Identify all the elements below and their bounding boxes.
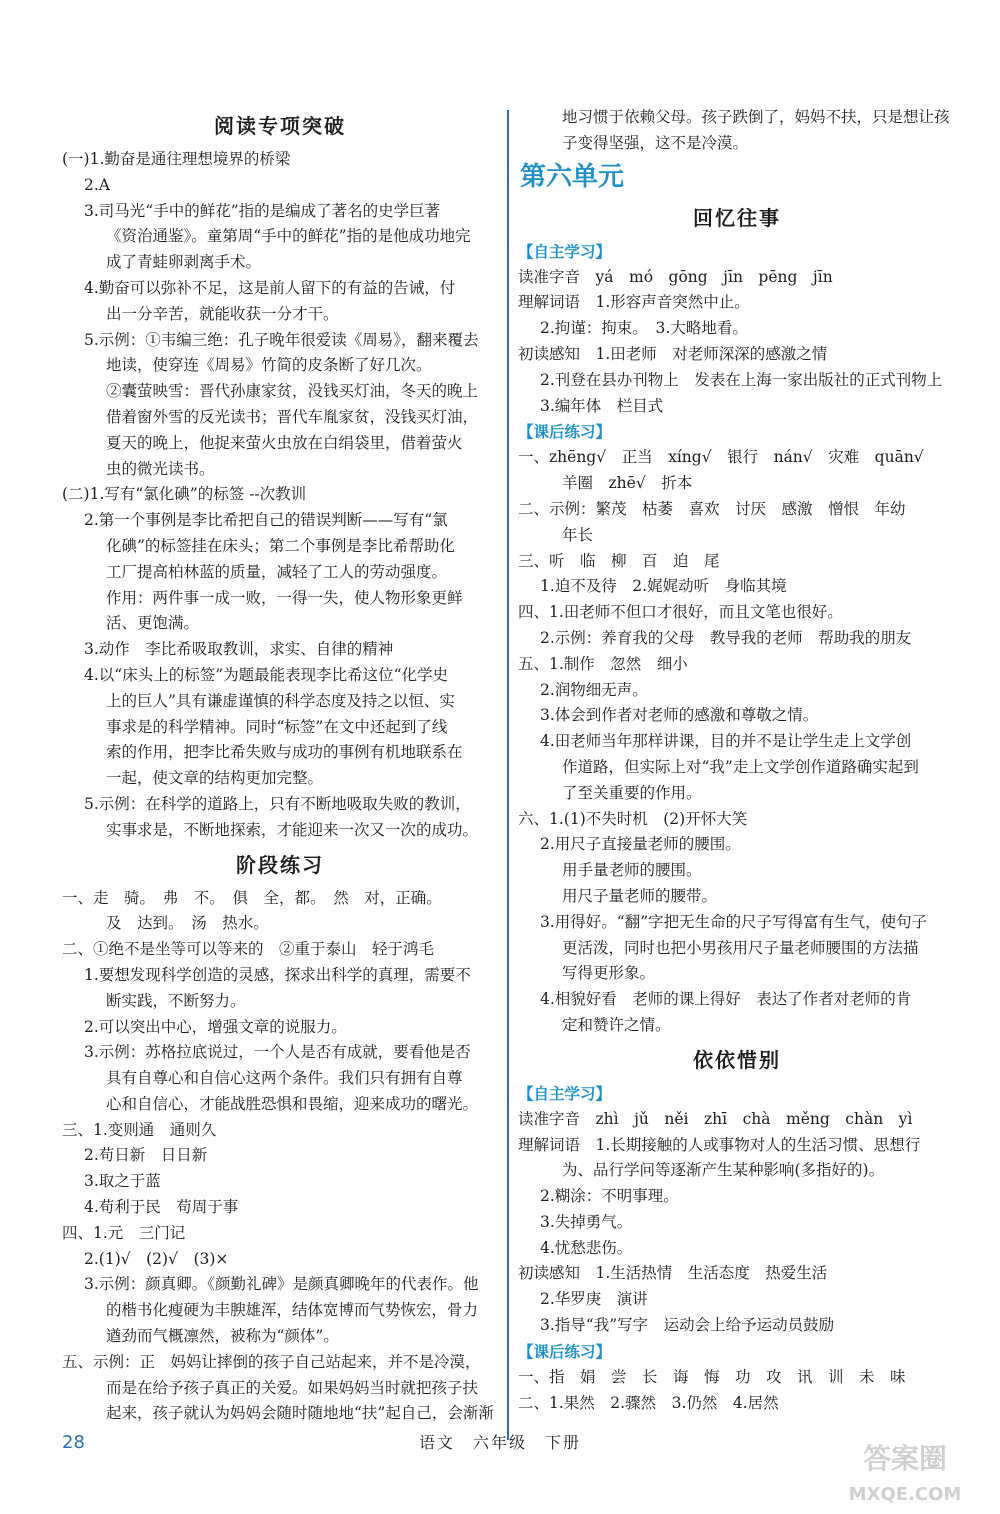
answer-line: 而是在给予孩子真正的关爱。如果妈妈当时就把孩子扶 — [106, 1378, 479, 1397]
answer-line: 为、品行学问等逐渐产生某种影响(多指好的)。 — [562, 1161, 885, 1180]
answer-line: 更活泼，同时也把小男孩用尺子量老师腰围的方法描 — [562, 938, 919, 957]
answer-line: 工厂提高柏林蓝的质量，减轻了工人的劳动强度。 — [106, 562, 448, 581]
lesson-title-farewell: 依依惜别 — [693, 1047, 781, 1072]
answer-line: 1.要想发现科学创造的灵感，探求出科学的真理，需要不 — [84, 965, 471, 984]
section-title-stage-practice: 阶段练习 — [236, 852, 324, 877]
continued-answer — [518, 105, 956, 157]
answer-line: 一、zhēng√ 正当 xíng√ 银行 nán√ 灾难 quān√ — [518, 448, 924, 467]
stage-practice-answers — [62, 886, 498, 1428]
answer-line: 2.拘谨：拘束。 3.大略地看。 — [540, 319, 748, 338]
after-class-label: 【课后练习】 — [518, 423, 612, 442]
answer-line: 2.刊登在县办刊物上 发表在上海一家出版社的正式刊物上 — [540, 370, 943, 389]
answer-line: 二、1.果然 2.骤然 3.仍然 4.居然 — [518, 1393, 779, 1412]
answer-line: 3.动作 李比希吸取教训，求实、自律的精神 — [84, 640, 394, 659]
answer-line: 一、指 娟 尝 长 诲 悔 功 攻 讯 训 未 味 — [518, 1367, 906, 1386]
answer-line: 定和赞许之情。 — [562, 1015, 671, 1034]
answer-line: 3.体会到作者对老师的感激和尊敬之情。 — [540, 706, 819, 725]
answer-line: 4.田老师当年那样讲课，目的并不是让学生走上文学创 — [540, 732, 912, 751]
answer-line: 2.糊涂：不明事理。 — [540, 1187, 679, 1206]
answer-line: 五、1.制作 忽然 细小 — [518, 654, 688, 673]
answer-line: 2.可以突出中心，增强文章的说服力。 — [84, 1017, 347, 1036]
answer-line: 虫的微光读书。 — [106, 459, 215, 478]
self-study-label: 【自主学习】 — [518, 242, 612, 261]
answer-line: 地读，使穿连《周易》竹简的皮条断了好几次。 — [106, 356, 432, 375]
answer-line: 成了青蛙卵剥离手术。 — [106, 253, 262, 272]
watermark-logo — [830, 1430, 980, 1510]
answer-line: 一、走 骑。 弗 不。 俱 全，都。 然 对，正确。 — [62, 888, 442, 907]
answer-line: 夏天的晚上，他捉来萤火虫放在白绢袋里，借着萤火 — [106, 433, 463, 452]
answer-line: 3.失掉勇气。 — [540, 1212, 633, 1231]
answer-line: 4.勤奋可以弥补不足，这是前人留下的有益的告诫，付 — [84, 278, 456, 297]
answer-line: 5.示例：①韦编三绝：孔子晚年很爱读《周易》，翻来覆去 — [84, 330, 479, 349]
answer-line: ②囊萤映雪：晋代孙康家贫，没钱买灯油，冬天的晚上 — [106, 382, 479, 401]
answer-line: 五、示例：正 妈妈让摔倒的孩子自己站起来，并不是冷漠， — [62, 1352, 481, 1371]
self-study-answers — [518, 265, 956, 420]
after-class-answers — [518, 445, 956, 1038]
answer-line: 2.苟日新 日日新 — [84, 1146, 208, 1165]
answer-line: 断实践，不断努力。 — [106, 991, 246, 1010]
answer-line: 实事求是，不断地探索，才能迎来一次又一次的成功。 — [106, 820, 479, 839]
section-title-reading: 阅读专项突破 — [214, 114, 346, 138]
answer-line: 4.苟利于民 苟周于事 — [84, 1198, 239, 1217]
answer-line: 二、示例：繁茂 枯萎 喜欢 讨厌 感激 憎恨 年幼 — [518, 499, 906, 518]
answer-line: 写得更形象。 — [562, 964, 656, 983]
right-column — [518, 105, 956, 1416]
answer-line: 2.润物细无声。 — [540, 680, 648, 699]
answer-line: 具有自尊心和自信心这两个条件。我们只有拥有自尊 — [106, 1069, 463, 1088]
answer-line: 上的巨人”具有谦虚谨慎的科学态度及持之以恒、实 — [106, 691, 455, 710]
answer-line: 三、听 临 柳 百 迫 尾 — [518, 551, 720, 570]
watermark-text: 答案圈 — [862, 1442, 948, 1475]
answer-line: 5.示例：在科学的道路上，只有不断地吸取失败的教训， — [84, 794, 471, 813]
answer-line: 理解词语 1.长期接触的人或事物对人的生活习惯、思想行 — [518, 1135, 921, 1154]
answer-line: 3.取之于蓝 — [84, 1172, 161, 1191]
answer-line: 了至关重要的作用。 — [562, 783, 702, 802]
answer-line: 三、1.变则通 通则久 — [62, 1120, 217, 1139]
answer-line: 3.示例：苏格拉底说过，一个人是否有成就，要看他是否 — [84, 1043, 471, 1062]
answer-line: 读准字音 zhì jǔ něi zhī chà měng chàn yì — [518, 1109, 913, 1128]
answer-line: 2.A — [84, 175, 110, 194]
answer-line: 化碘”的标签挂在床头；第二个事例是李比希帮助化 — [106, 536, 455, 555]
answer-line: 起来，孩子就认为妈妈会随时随地地“扶”起自己，会渐渐 — [106, 1404, 494, 1423]
answer-line: 遒劲而气概凛然，被称为“颜体”。 — [106, 1327, 339, 1346]
answer-line: 2.(1)√ (2)√ (3)× — [84, 1249, 229, 1268]
answer-line: 2.示例：养育我的父母 教导我的老师 帮助我的朋友 — [540, 628, 912, 647]
answer-line: 用手量老师的腰围。 — [562, 861, 702, 880]
lesson-title-memories: 回忆往事 — [693, 205, 781, 230]
watermark-url: MXQE.COM — [848, 1484, 962, 1505]
answer-line: 一起，使文章的结构更加完整。 — [106, 769, 324, 788]
answer-line: 作用：两件事一成一败，一得一失，使人物形象更鲜 — [106, 588, 463, 607]
answer-line: 借着窗外雪的反光读书；晋代车胤家贫，没钱买灯油， — [106, 407, 479, 426]
page-number: 28 — [62, 1432, 85, 1453]
answer-line: 2.第一个事例是李比希把自己的错误判断——写有“氯 — [84, 511, 448, 530]
answer-line: 3.示例：颜真卿。《颜勤礼碑》是颜真卿晚年的代表作。他 — [84, 1275, 479, 1294]
answer-line: 年长 — [562, 525, 594, 544]
self-study-label-2: 【自主学习】 — [518, 1084, 612, 1103]
answer-line: (二)1.写有“氯化碘”的标签 --次教训 — [62, 485, 307, 504]
answer-line: (一)1.勤奋是通往理想境界的桥梁 — [62, 150, 291, 168]
answer-line: 用尺子量老师的腰带。 — [562, 886, 718, 905]
answer-line: 2.用尺子直接量老师的腰围。 — [540, 835, 741, 854]
answer-line: 心和自信心，才能战胜恐惧和畏缩，迎来成功的曙光。 — [106, 1094, 479, 1113]
self-study-answers-2 — [518, 1107, 956, 1339]
answer-line: 3.用得好。“翻”字把无生命的尺子写得富有生气，使句子 — [540, 912, 928, 931]
column-divider — [507, 110, 509, 1440]
answer-line: 读准字音 yá mó gōng jīn pēng jīn — [518, 267, 833, 286]
unit-heading: 第六单元 — [520, 161, 625, 192]
answer-line: 《资治通鉴》。童第周“手中的鲜花”指的是他成功地完 — [106, 227, 471, 246]
answer-line: 3.司马光“手中的鲜花”指的是编成了著名的史学巨著 — [84, 201, 441, 220]
answer-line: 子变得坚强，这不是冷漠。 — [562, 133, 749, 152]
answer-line: 理解词语 1.形容声音突然中止。 — [518, 293, 750, 312]
book-info: 语文 六年级 下册 — [418, 1433, 581, 1452]
answer-line: 活、更饱满。 — [106, 614, 200, 633]
answer-line: 四、1.田老师不但口才很好，而且文笔也很好。 — [518, 603, 843, 622]
answer-line: 初读感知 1.生活热情 生活态度 热爱生活 — [518, 1264, 828, 1283]
answer-line: 二、①绝不是坐等可以等来的 ②重于泰山 轻于鸿毛 — [62, 940, 435, 959]
answer-line: 事求是的科学精神。同时“标签”在文中还起到了线 — [106, 717, 448, 736]
answer-line: 及 达到。 汤 热水。 — [106, 914, 269, 933]
answer-line: 4.以“床头上的标签”为题最能表现李比希这位“化学史 — [84, 665, 449, 684]
reading-answers — [62, 147, 498, 844]
answer-line: 3.指导“我”写字 运动会上给予运动员鼓励 — [540, 1316, 835, 1335]
answer-line: 3.编年体 栏目式 — [540, 396, 664, 415]
answer-line: 六、1.(1)不失时机 (2)开怀大笑 — [518, 809, 748, 828]
answer-line: 地习惯于依赖父母。孩子跌倒了，妈妈不扶，只是想让孩 — [562, 108, 950, 126]
answer-line: 出一分辛苦，就能收获一分才干。 — [106, 304, 339, 323]
answer-line: 4.忧愁悲伤。 — [540, 1238, 633, 1257]
after-class-label-2: 【课后练习】 — [518, 1342, 612, 1361]
after-class-answers-2 — [518, 1365, 956, 1417]
answer-line: 的楷书化瘦硬为丰腴雄浑，结体宽博而气势恢宏，骨力 — [106, 1301, 479, 1320]
answer-line: 4.相貌好看 老师的课上得好 表达了作者对老师的肯 — [540, 990, 912, 1009]
answer-line: 作道路，但实际上对“我”走上文学创作道路确实起到 — [562, 757, 919, 776]
left-column — [62, 105, 498, 1427]
answer-line: 2.华罗庚 演讲 — [540, 1290, 648, 1309]
answer-line: 初读感知 1.田老师 对老师深深的感激之情 — [518, 344, 828, 363]
answer-line: 四、1.元 三门记 — [62, 1223, 186, 1242]
answer-line: 索的作用，把李比希失败与成功的事例有机地联系在 — [106, 743, 463, 762]
answer-line: 1.迫不及待 2.娓娓动听 身临其境 — [540, 577, 787, 596]
answer-line: 羊圈 zhē√ 折本 — [562, 474, 693, 493]
